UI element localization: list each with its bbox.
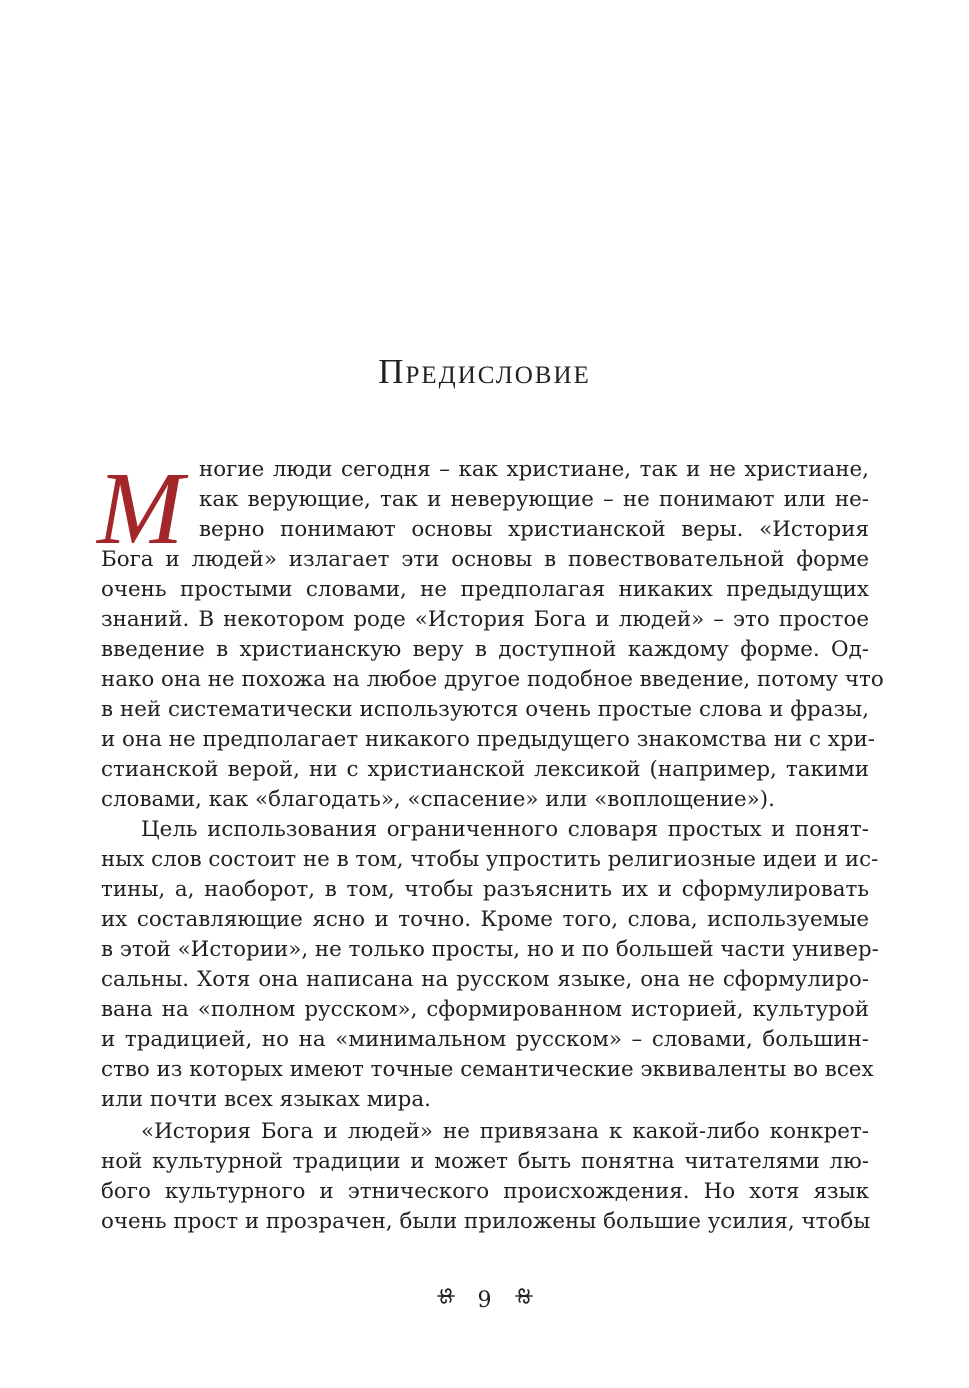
text-line: ногие люди сегодня – как христиане, так и не христиане, (199, 457, 869, 482)
text-line: «История Бога и людей» не привязана к какой-либо конкрет- (141, 1119, 869, 1144)
chapter-title: Предисловие (378, 352, 591, 391)
text-line: стианской верой, ни с христианской лексикой (например, такими (101, 757, 869, 782)
text-line: ство из которых имеют точные семантические эквиваленты во всех (101, 1057, 874, 1082)
text-line: верно понимают основы христианской веры. «История (199, 517, 869, 542)
text-line: очень простыми словами, не предполагая никаких предыдущих (101, 577, 869, 602)
text-line: Бога и людей» излагает эти основы в повествовательной форме (101, 547, 869, 572)
text-line: Цель использования ограниченного словаря простых и понят- (141, 817, 869, 842)
text-line: бого культурного и этнического происхождения. Но хотя язык (101, 1179, 869, 1204)
text-line: сальны. Хотя она написана на русском языке, она не сформулиро- (101, 967, 869, 992)
text-line: и она не предполагает никакого предыдущего знакомства ни с хри- (101, 727, 876, 752)
page-number: 9 (477, 1287, 492, 1313)
text-line: их составляющие ясно и точно. Кроме того, слова, используемые (101, 907, 869, 932)
page-footer (0, 1285, 969, 1316)
text-line: или почти всех языках мира. (101, 1087, 431, 1112)
text-line: ной культурной традиции и может быть понятна читателями лю- (101, 1149, 869, 1174)
text-line: и традицией, но на «минимальном русском» – словами, большин- (101, 1027, 869, 1052)
text-line: как верующие, так и неверующие – не понимают или не- (199, 487, 869, 512)
fleuron-icon (513, 1285, 535, 1316)
fleuron-icon (435, 1285, 457, 1316)
text-line: тины, а, наоборот, в том, чтобы разъяснить их и сформулировать (101, 877, 869, 902)
text-line: ных слов состоит не в том, чтобы упростить религиозные идеи и ис- (101, 847, 879, 872)
text-line: словами, как «благодать», «спасение» или «воплощение»). (101, 787, 775, 812)
text-line: знаний. В некотором роде «История Бога и людей» – это простое (101, 607, 869, 632)
text-line: очень прост и прозрачен, были приложены большие усилия, чтобы (101, 1209, 871, 1234)
text-line: в этой «Истории», не только просты, но и по большей части универ- (101, 937, 879, 962)
text-line: нако она не похожа на любое другое подобное введение, потому что (101, 667, 884, 692)
text-line: в ней систематически используются очень простые слова и фразы, (101, 697, 869, 722)
text-line: введение в христианскую веру в доступной каждому форме. Од- (101, 637, 869, 662)
text-line: вана на «полном русском», сформированном историей, культурой (101, 997, 869, 1022)
drop-cap: М (97, 451, 184, 566)
